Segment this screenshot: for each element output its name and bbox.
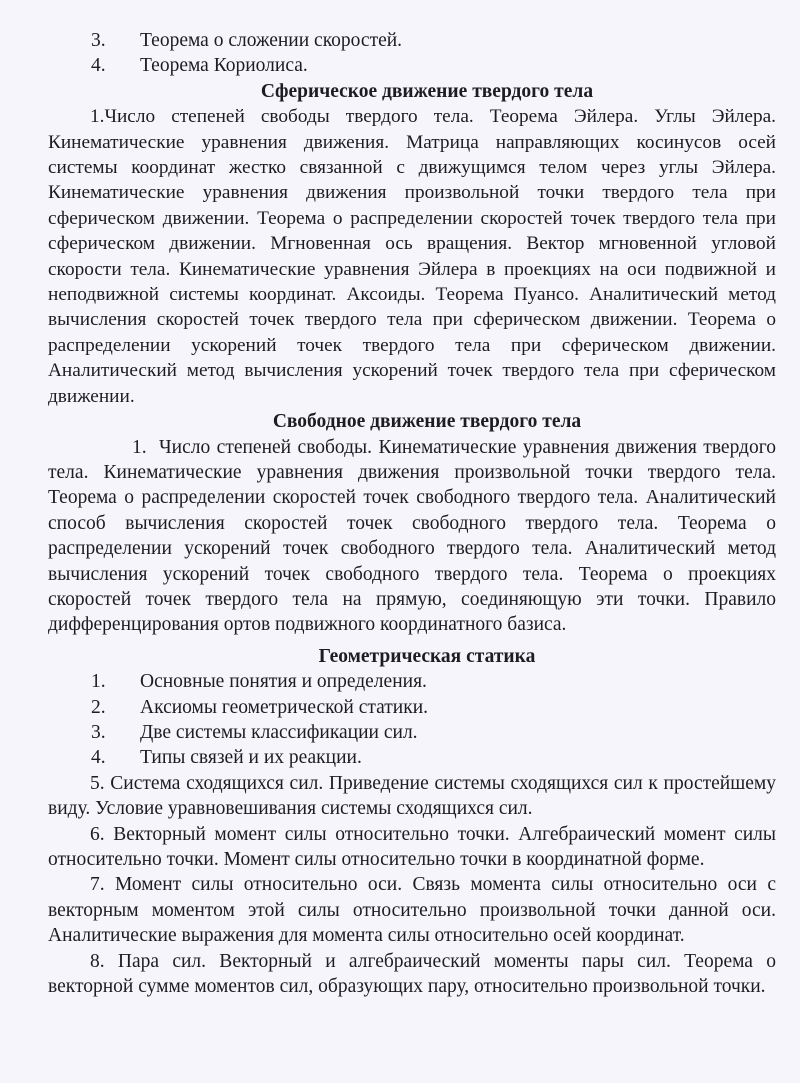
list-item-number: 1. (91, 671, 106, 693)
paragraph: 7. Момент силы относительно оси. Связь момента силы относительно оси с векторным моментом этой силы относительно произвольной точки данной оси. Аналитические выражения для момента силы относительно осей координат. (48, 874, 776, 947)
paragraph: 6. Векторный момент силы относительно точки. Алгебраический момент силы относительно точки. Момент силы относительно точки в координатной форме. (48, 823, 776, 870)
list-item-number: 4. (91, 55, 106, 77)
list-item (48, 53, 776, 78)
list-item (48, 28, 776, 53)
list-item-text: Основные понятия и определения. (140, 671, 427, 693)
list-item (48, 745, 776, 770)
list-item (48, 695, 776, 720)
list-item-number: 2. (91, 696, 106, 718)
list-item-text: Типы связей и их реакции. (140, 747, 362, 769)
list-item-text: Аксиомы геометрической статики. (140, 696, 429, 718)
section-heading-spherical: Сферическое движение твердого тела (260, 80, 594, 102)
paragraph-number: 1. (132, 436, 147, 458)
list-item-number: 4. (91, 747, 106, 769)
list-item (48, 669, 776, 694)
paragraph-text: Число степеней свободы. Кинематические уравнения движения твердого тела. Кинематические уравнения движения произвольной точки твердого тела. Теорема о распределении скоростей точек свободного твердого тела. Аналитический способ вычисления скоростей точек свободного твердого тела. Теорема о распределении ускорений точек свободного твердого тела. Аналитический метод вычисления ускорений точек свободного твердого тела. Теорема о проекциях скоростей точек твердого тела на прямую, соединяющую эти точки. Правило дифференцирования ортов подвижного координатного базиса. (48, 436, 776, 636)
list-item-number: 3. (91, 721, 106, 743)
paragraph: 5. Система сходящихся сил. Приведение системы сходящихся сил к простейшему виду. Условие уравновешивания системы сходящихся сил. (48, 772, 776, 820)
section-heading-free: Свободное движение твердого тела (272, 411, 582, 433)
list-item-text: Теорема Кориолиса. (140, 55, 308, 77)
list-item-number: 3. (91, 30, 106, 51)
paragraph: 8. Пара сил. Векторный и алгебраический моменты пары сил. Теорема о векторной сумме моментов сил, образующих пару, относительно произвольной точки. (48, 950, 776, 998)
section-paragraph-free (48, 435, 776, 638)
list-item-text: Теорема о сложении скоростей. (140, 30, 403, 51)
section-paragraph-spherical: 1.Число степеней свободы твердого тела. Теорема Эйлера. Углы Эйлера. Кинематические уравнения движения. Матрица направляющих косинусов осей системы координат жестко связанной с движущимся телом через углы Эйлера. Кинематические уравнения движения произвольной точки твердого тела при сферическом движении. Теорема о распределении скоростей точек твердого тела при сферическом движении. Мгновенная ось вращения. Вектор мгновенной угловой скорости тела. Кинематические уравнения Эйлера в проекциях на оси подвижной и неподвижной системы координат. Аксоиды. Теорема Пуансо. Аналитический метод вычисления скоростей точек твердoго тела при сферическом движении. Теорема о распределении ускорений точек твердого тела при сферическом движении. Аналитический метод вычисления ускорений точек твердого тела при сферическом движении. (48, 106, 776, 407)
section-heading-geometric: Геометрическая статика (318, 645, 536, 667)
list-item (48, 720, 776, 745)
list-item-text: Две системы классификации сил. (140, 721, 418, 743)
